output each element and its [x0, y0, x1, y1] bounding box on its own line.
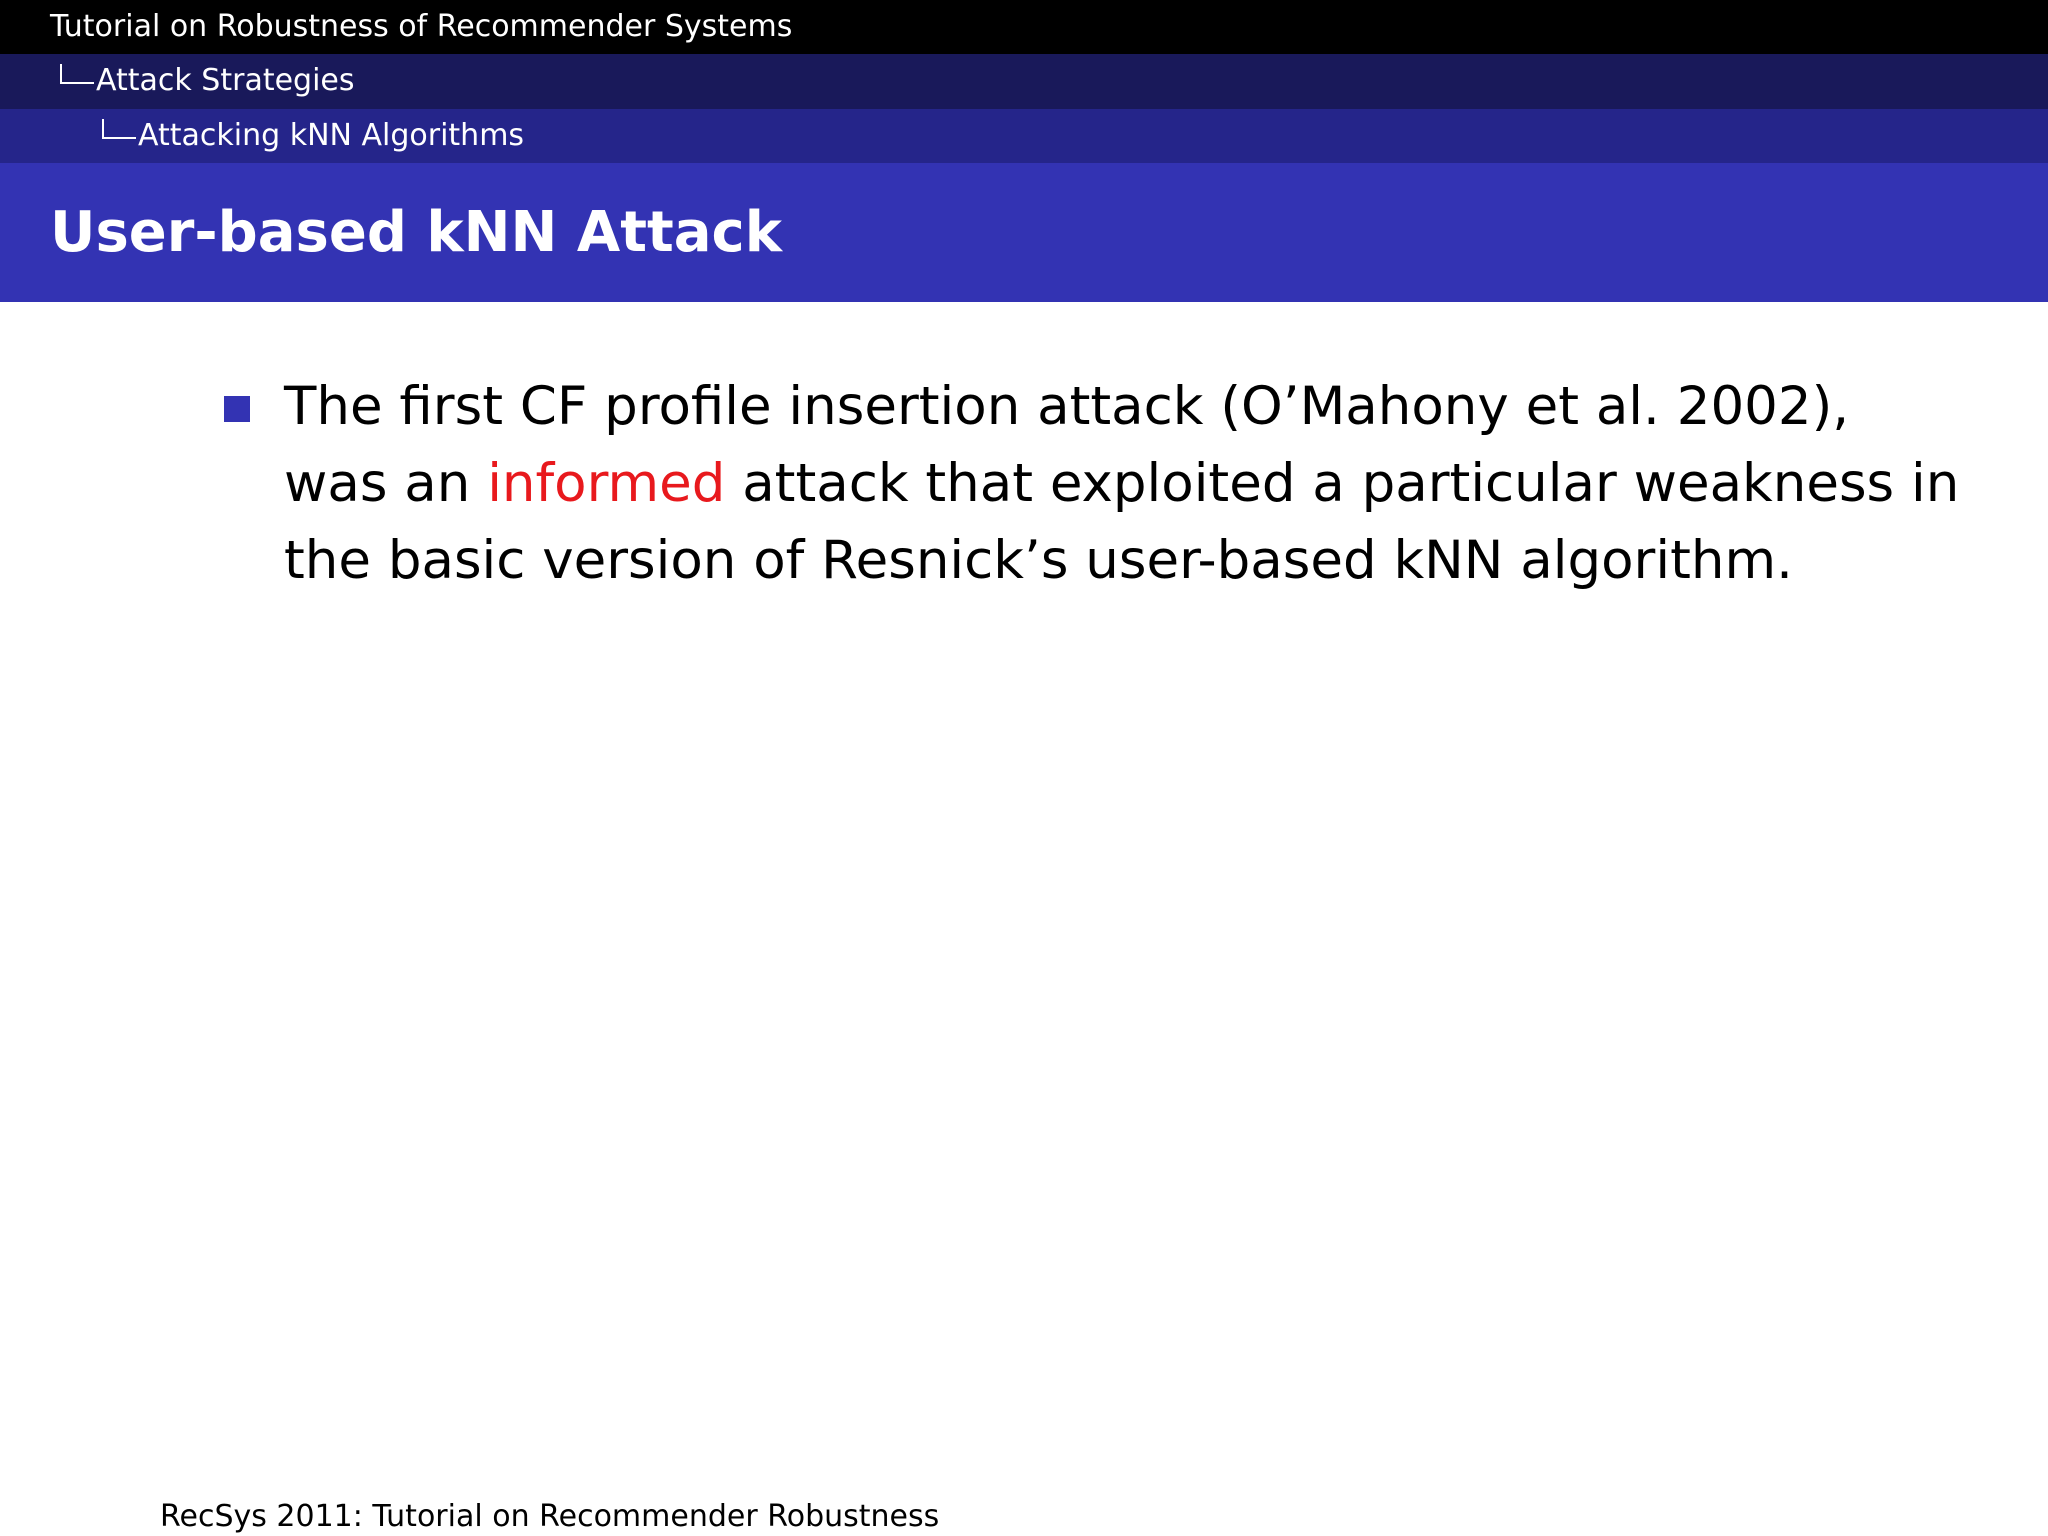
- frame-title-bar: [0, 163, 2048, 302]
- bullet-line-2: [284, 445, 1960, 522]
- headline-subsubsection-text: Attacking kNN Algorithms: [138, 118, 525, 153]
- footer: [160, 1498, 939, 1536]
- footer-text: RecSys 2011: Tutorial on Recommender Robustness: [160, 1499, 940, 1534]
- bullet-line-1: The first CF profile insertion attack (O’Mahony et al. 2002),: [284, 376, 1850, 437]
- tree-connector-icon: [102, 119, 136, 139]
- headline-section: [0, 0, 2048, 54]
- bullet-line-2-before: was an: [284, 453, 488, 514]
- bullet-line-2-after: attack that exploited a particular weakness in: [725, 453, 1960, 514]
- headline-section-text: Tutorial on Robustness of Recommender Systems: [50, 9, 793, 44]
- frame-title: User-based kNN Attack: [50, 200, 782, 265]
- bullet-item: [224, 368, 1960, 599]
- square-bullet-icon: [224, 396, 250, 422]
- tree-connector-icon: [60, 64, 94, 84]
- bullet-line-3: the basic version of Resnick’s user-based kNN algorithm.: [284, 530, 1793, 591]
- highlighted-term: informed: [487, 453, 726, 514]
- headline-subsection: [0, 54, 2048, 109]
- headline-subsubsection: [0, 109, 2048, 163]
- slide-content: [224, 368, 1960, 599]
- headline-subsection-text: Attack Strategies: [96, 63, 355, 98]
